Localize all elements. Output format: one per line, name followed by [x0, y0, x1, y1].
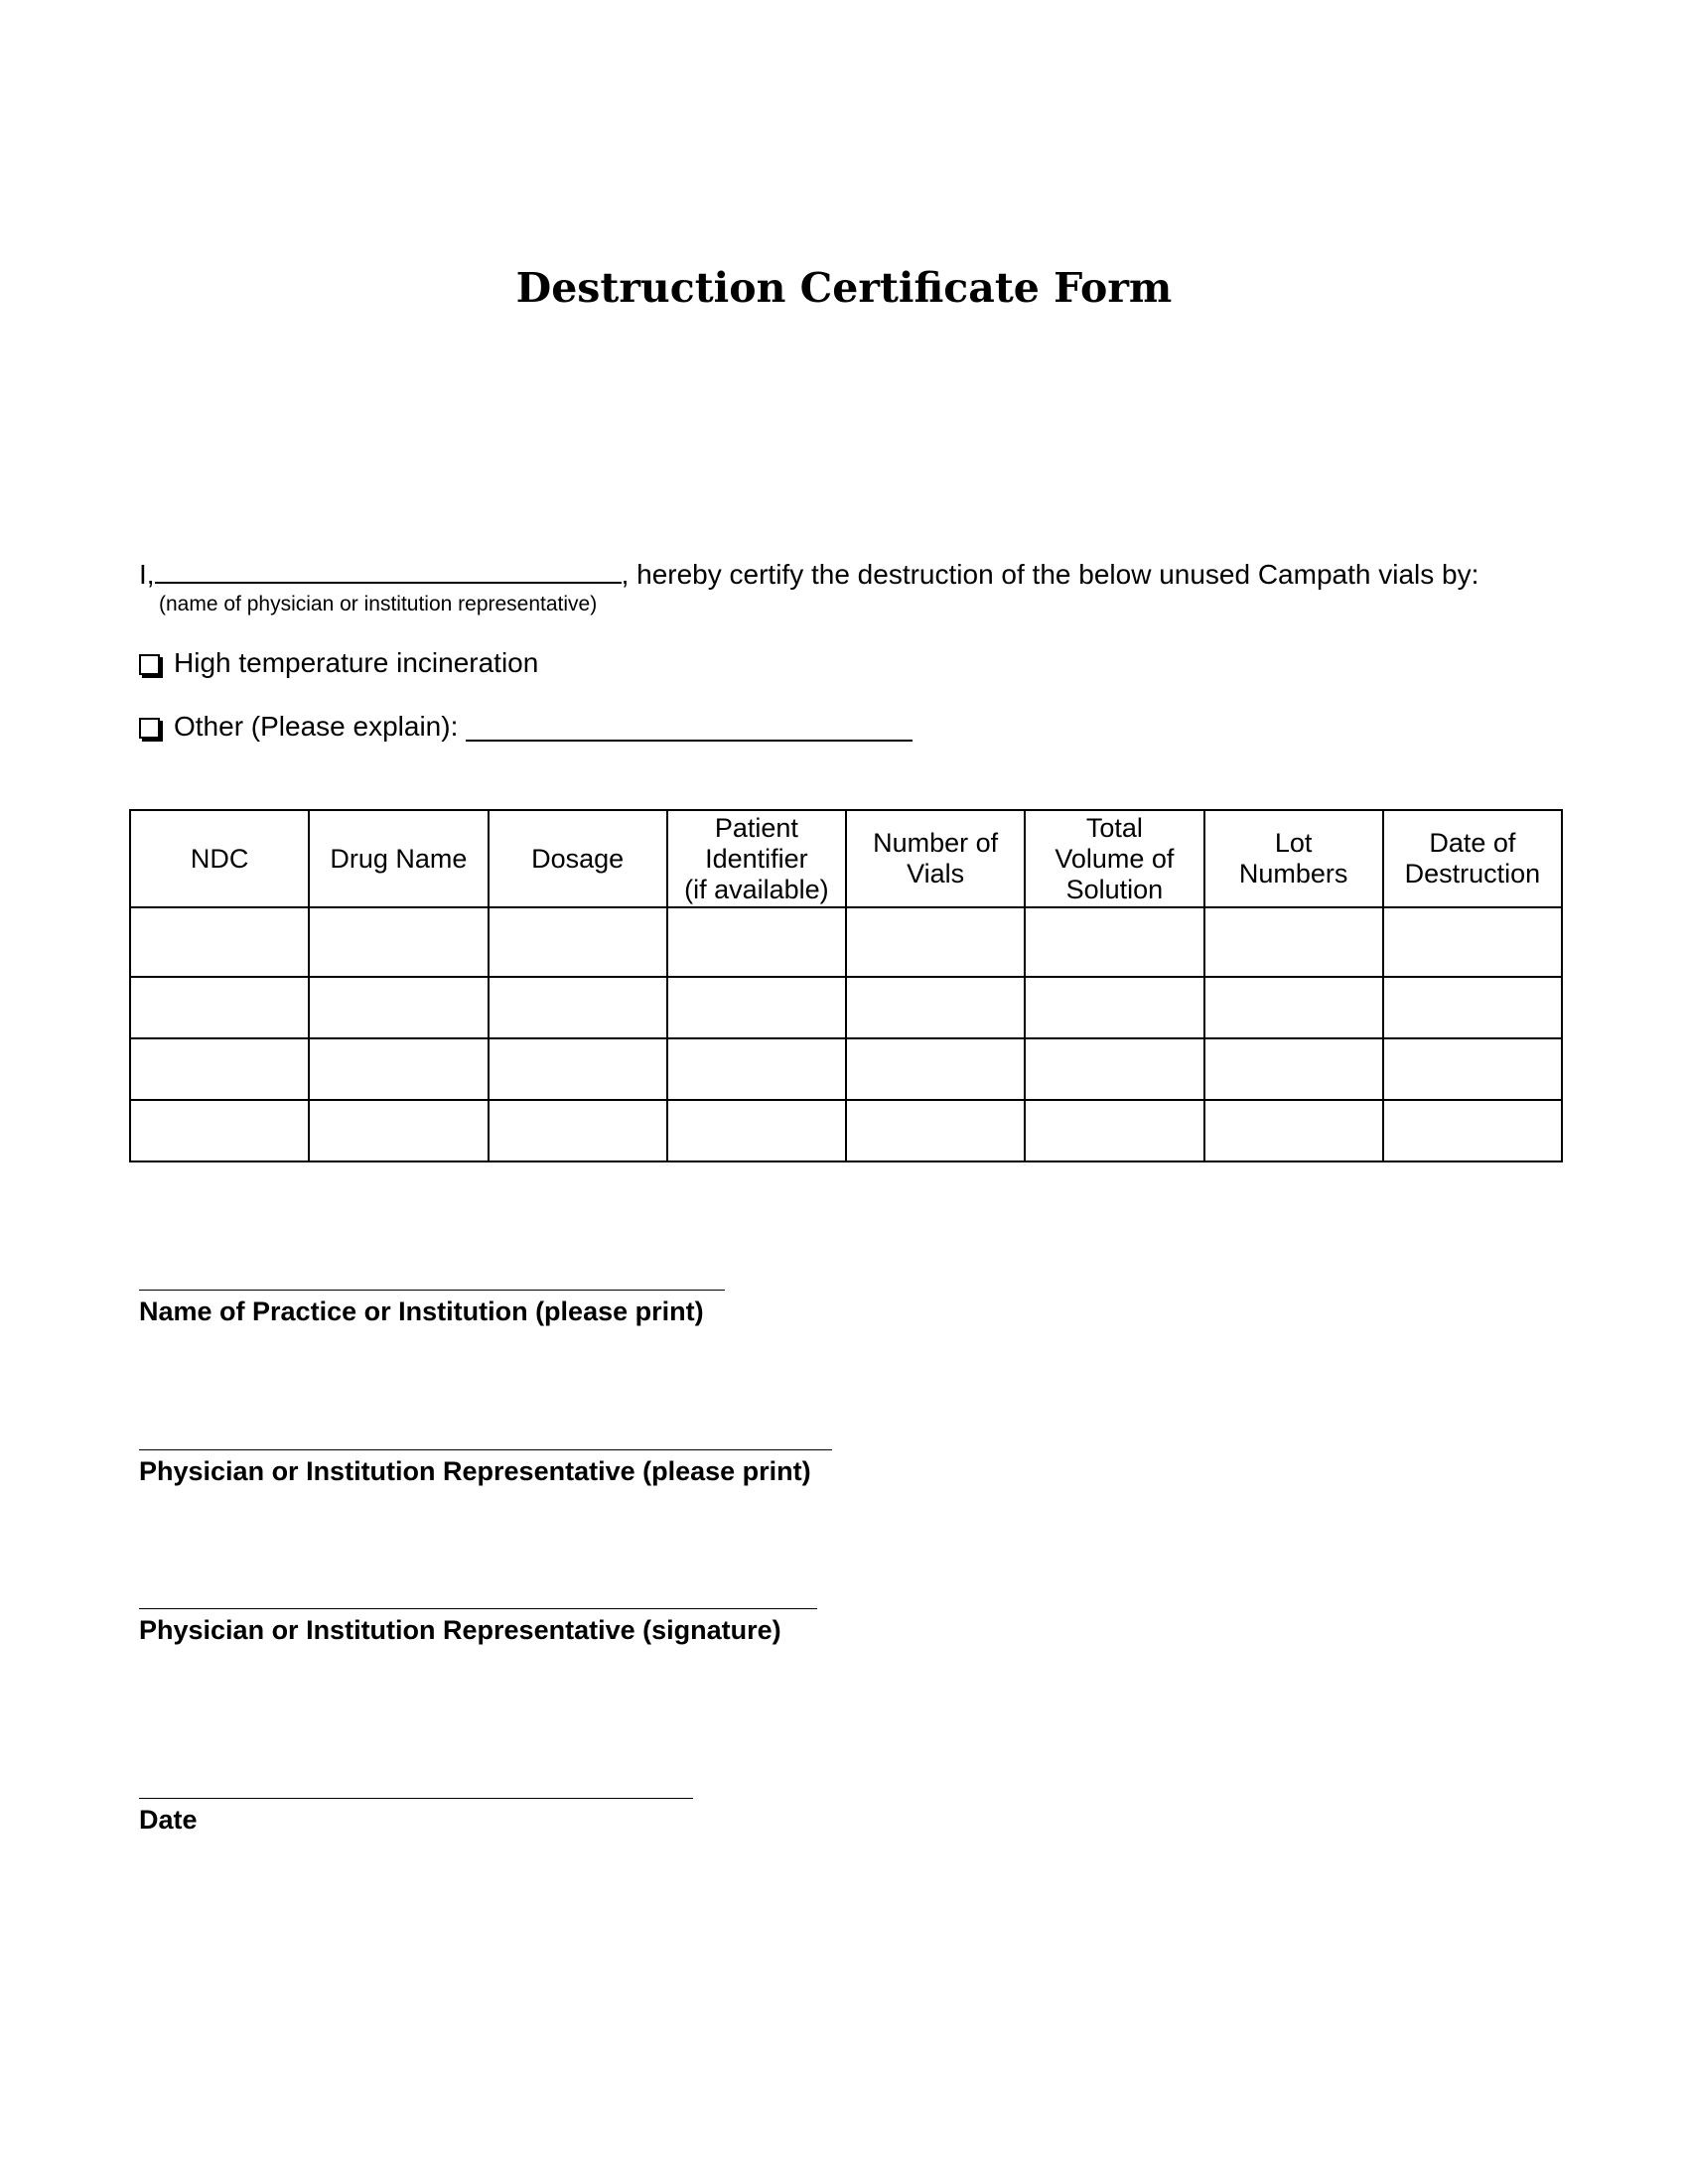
table-cell[interactable]: [130, 1038, 309, 1100]
option-other: [139, 711, 913, 743]
header-total-volume: Total Volume of Solution: [1025, 810, 1203, 907]
table-cell[interactable]: [309, 977, 488, 1038]
header-date-of-destruction: Date of Destruction: [1383, 810, 1562, 907]
table-cell[interactable]: [489, 1100, 667, 1161]
form-title: Destruction Certificate Form: [515, 264, 1173, 312]
option-incineration: [139, 647, 538, 679]
cert-prefix: I,: [139, 559, 155, 590]
table-cell[interactable]: [1025, 1038, 1203, 1100]
header-ndc: NDC: [130, 810, 309, 907]
table-row: [130, 977, 1562, 1038]
table-cell[interactable]: [667, 907, 846, 977]
table-cell[interactable]: [1025, 907, 1203, 977]
date-line[interactable]: [139, 1798, 693, 1799]
incineration-label: High temperature incineration: [174, 647, 539, 678]
table-cell[interactable]: [130, 977, 309, 1038]
table-cell[interactable]: [489, 1038, 667, 1100]
representative-name-field[interactable]: [155, 556, 622, 584]
table-cell[interactable]: [1204, 907, 1383, 977]
table-cell[interactable]: [667, 977, 846, 1038]
representative-print-line[interactable]: [139, 1449, 832, 1450]
table-cell[interactable]: [846, 1100, 1025, 1161]
table-cell[interactable]: [846, 1038, 1025, 1100]
table-cell[interactable]: [1383, 1038, 1562, 1100]
cert-suffix: , hereby certify the destruction of the below unused Campath vials by:: [621, 559, 1479, 590]
representative-signature-line[interactable]: [139, 1608, 817, 1609]
practice-name-line[interactable]: [139, 1290, 725, 1291]
other-label: Other (Please explain):: [174, 711, 459, 742]
header-drug-name: Drug Name: [309, 810, 488, 907]
table-cell[interactable]: [1383, 1100, 1562, 1161]
table-cell[interactable]: [846, 977, 1025, 1038]
destruction-table: [129, 809, 1563, 1162]
representative-signature-label: Physician or Institution Representative (signature): [139, 1615, 781, 1645]
table-row: [130, 1100, 1562, 1161]
date-label: Date: [139, 1805, 198, 1835]
table-cell[interactable]: [309, 907, 488, 977]
table-body: [130, 907, 1562, 1161]
header-number-of-vials: Number of Vials: [846, 810, 1025, 907]
table-cell[interactable]: [667, 1038, 846, 1100]
table-cell[interactable]: [1025, 977, 1203, 1038]
table-cell[interactable]: [130, 1100, 309, 1161]
table-cell[interactable]: [667, 1100, 846, 1161]
table-header-row: [130, 810, 1562, 907]
other-checkbox[interactable]: [139, 718, 160, 739]
table-cell[interactable]: [489, 977, 667, 1038]
table-cell[interactable]: [1204, 1038, 1383, 1100]
table-cell[interactable]: [489, 907, 667, 977]
representative-name-hint: (name of physician or institution representative): [159, 593, 598, 615]
certification-statement: [139, 556, 1478, 591]
header-patient-identifier: Patient Identifier (if available): [667, 810, 846, 907]
incineration-checkbox[interactable]: [139, 654, 160, 675]
table-cell[interactable]: [846, 907, 1025, 977]
other-explain-field[interactable]: [466, 712, 913, 742]
table-row: [130, 1038, 1562, 1100]
table-cell[interactable]: [309, 1100, 488, 1161]
table-cell[interactable]: [309, 1038, 488, 1100]
header-lot-numbers: Lot Numbers: [1204, 810, 1383, 907]
practice-name-label: Name of Practice or Institution (please print): [139, 1297, 704, 1326]
table-cell[interactable]: [130, 907, 309, 977]
table-cell[interactable]: [1025, 1100, 1203, 1161]
table-cell[interactable]: [1204, 1100, 1383, 1161]
table-cell[interactable]: [1383, 977, 1562, 1038]
representative-print-label: Physician or Institution Representative (please print): [139, 1456, 811, 1486]
table-cell[interactable]: [1383, 907, 1562, 977]
table-row: [130, 907, 1562, 977]
table-cell[interactable]: [1204, 977, 1383, 1038]
header-dosage: Dosage: [489, 810, 667, 907]
